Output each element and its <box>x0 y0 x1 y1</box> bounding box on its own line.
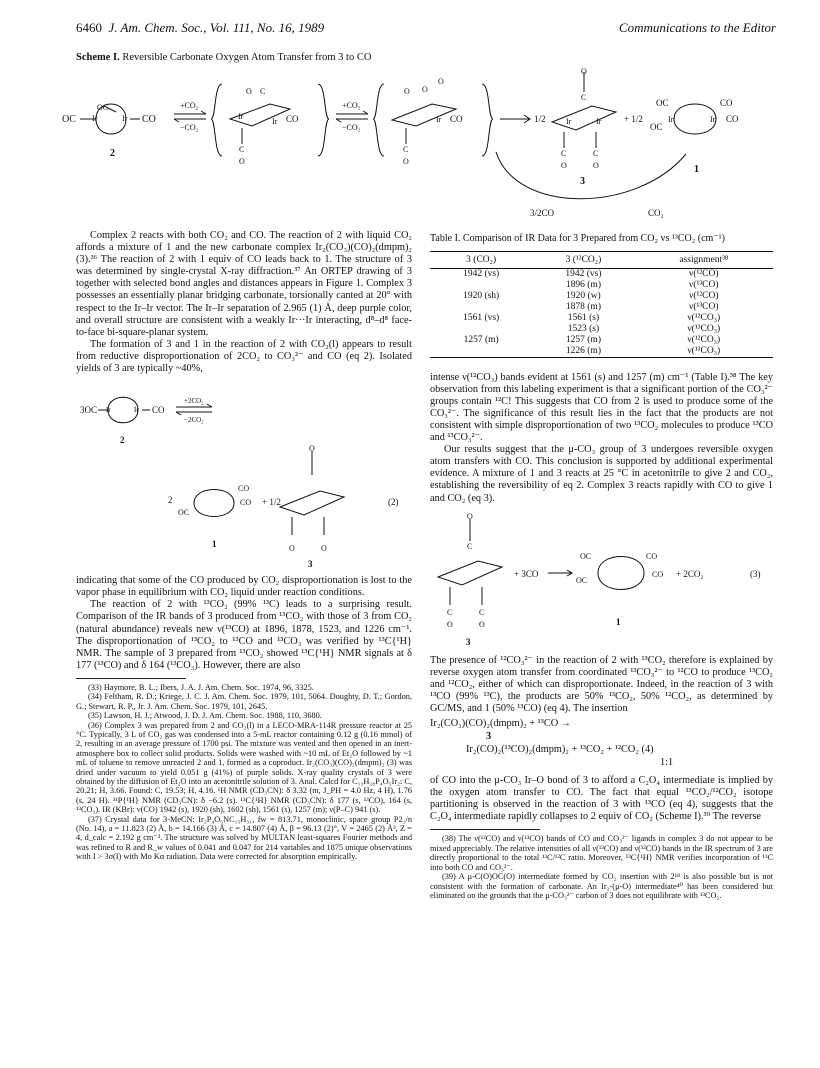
svg-text:CO: CO <box>646 551 658 561</box>
svg-text:Ir: Ir <box>668 115 674 124</box>
equation-4: Ir₂(CO₃)(CO)₂(dmpm)₂ + ¹³CO → 3 Ir₂(CO)₂(¹³CO)₂(dmpm)₂ + ¹³CO₂ + ¹²CO₂ (4) 1:1 <box>430 718 674 769</box>
left-references <box>76 683 412 862</box>
cycle-arc <box>496 152 686 199</box>
svg-text:+ 1/2: + 1/2 <box>624 114 643 124</box>
svg-text:O: O <box>321 544 327 554</box>
svg-text:3/2CO: 3/2CO <box>530 208 555 218</box>
svg-text:CO: CO <box>652 569 664 579</box>
svg-text:1: 1 <box>616 616 621 627</box>
right-references <box>430 834 773 900</box>
reference-33: (33) Haymore, B. L.; Ibers, J. A. J. Am. Chem. Soc. 1974, 96, 3325. <box>88 682 314 692</box>
journal-citation: J. Am. Chem. Soc., Vol. 111, No. 16, 1989 <box>108 20 325 35</box>
svg-text:Ir: Ir <box>596 117 602 126</box>
svg-text:3: 3 <box>308 559 313 570</box>
right-paragraph-1: intense ν(¹²CO₃) bands evident at 1561 (s) and 1257 (m) cm⁻¹ (Table I).³⁸ The key observation from this labeling experiment is that a significant portion of the CO₃²⁻ groups contain ¹²C! This suggests that CO from 2 is used to produce some of the CO₃²⁻. The significance of this result lies in the fact that the products are not consistent with simple disproportionation of two ¹³CO₂ molecules to produce ¹³CO and ¹³CO₃²⁻. <box>430 371 773 444</box>
table-header-13co2: 3 (¹³CO₂) <box>532 251 634 268</box>
svg-text:O: O <box>479 619 485 629</box>
svg-text:1: 1 <box>212 539 217 550</box>
svg-text:1/2: 1/2 <box>534 114 546 124</box>
svg-text:Ir: Ir <box>92 114 98 123</box>
table-header-assignment: assignment³⁸ <box>635 251 773 268</box>
label-3: 3 <box>580 176 585 187</box>
scheme-label: Scheme I. <box>76 52 120 63</box>
svg-text:OC: OC <box>576 575 588 585</box>
scheme-title: Reversible Carbonate Oxygen Atom Transfer from 3 to CO <box>122 52 372 63</box>
svg-text:O: O <box>438 77 444 86</box>
svg-text:C: C <box>260 87 266 96</box>
svg-text:C: C <box>581 93 587 102</box>
svg-text:Ir: Ir <box>566 117 572 126</box>
svg-text:Ir: Ir <box>122 114 128 123</box>
left-paragraph-3: indicating that some of the CO produced by CO₂ disproportionation is lost to the vapor phase in equilibrium with CO₂ liquid under reaction conditions. <box>76 575 412 599</box>
svg-text:CO: CO <box>720 98 733 108</box>
svg-text:C: C <box>467 541 473 551</box>
svg-text:O: O <box>403 157 409 166</box>
reference-35: (35) Lawson, H. J.; Atwood, J. D. J. Am. Chem. Soc. 1988, 110, 3680. <box>88 711 322 721</box>
svg-text:3: 3 <box>466 636 471 647</box>
svg-text:OC: OC <box>178 508 190 518</box>
svg-text:C: C <box>561 149 567 158</box>
label-1: 1 <box>694 164 699 175</box>
footnote-rule-right <box>430 829 540 830</box>
svg-text:+CO₂: +CO₂ <box>180 101 199 110</box>
equation-2 <box>76 375 412 575</box>
svg-text:O: O <box>447 619 453 629</box>
intermediate-co2-adduct <box>211 84 329 166</box>
table-row: 1523 (s) ν(¹³CO₃) <box>567 323 721 334</box>
left-paragraph-1: Complex 2 reacts with both CO₂ and CO. The reaction of 2 with liquid CO₂ affords a mixture of 1 and the new carbonate complex Ir₂(CO₃)(CO)₂(dmpm)₂ (3).³⁶ The reaction of 2 with 1 equiv of CO leads back to 1. The structure of 3 was determined by single-crystal X-ray diffraction.³⁷ An ORTEP drawing of 3 together with selected bond angles and distances appears in Figure 1. Complex 3 possesses an essentially planar bridging carbonate, torsionally canted at 20° with respect to the Ir–Ir vector. The Ir–Ir separation of 2.965 (1) Å, deep purple color, and overall structure are consistent with a weakly Ir···Ir interacting, d⁸–d⁸ face-to-face bi-square-planar system. <box>76 230 412 338</box>
svg-text:CO₂: CO₂ <box>648 208 664 218</box>
svg-text:Ir: Ir <box>436 115 442 124</box>
page-number: 6460 <box>76 20 102 35</box>
svg-text:Ir: Ir <box>134 406 139 415</box>
svg-text:+ 3CO: + 3CO <box>514 568 539 579</box>
reference-37: (37) Crystal data for 3-MeCN: Ir₂P₄O₅NC₁₅H₃₁, fw = 813.71, monoclinic, space group P2₁/n (No. 14), a = 11.823 (2) Å, b = 14.166 (3) Å, c = 14.807 (4) Å, β = 96.13 (2)°, V = 2465 (2) Å³, Z = 4, d_calc = 2.192 g cm⁻³. The structure was solved by MULTAN least-squares Fourier methods and was refined to R and R_w values of 0.041 and 0.047 for 214 variables and 1875 unique observations with I > 3σ(I) with Mo Kα radiation. Data were corrected for absorption empirically. <box>76 814 412 862</box>
table-row: 1920 (sh) 1920 (w) ν(¹²CO) <box>463 290 719 301</box>
svg-text:3OC: 3OC <box>80 405 98 416</box>
svg-text:C: C <box>447 607 453 617</box>
svg-text:O: O <box>581 67 587 76</box>
svg-text:O: O <box>289 544 295 554</box>
svg-text:CO: CO <box>450 114 463 124</box>
svg-text:Ir: Ir <box>272 117 278 126</box>
complex-3-structure <box>552 67 616 187</box>
section-header: Communications to the Editor <box>618 20 776 35</box>
right-column <box>430 233 773 900</box>
table-row: 1226 (m) ν(¹³CO₃) <box>430 346 773 358</box>
svg-text:O: O <box>239 157 245 166</box>
svg-text:(3): (3) <box>750 568 761 579</box>
svg-text:CO: CO <box>286 114 299 124</box>
svg-text:+2CO₂: +2CO₂ <box>184 397 204 406</box>
footnote-rule <box>76 678 186 679</box>
label-2: 2 <box>110 148 115 159</box>
table-row: 1942 (vs) 1942 (vs) ν(¹²CO) <box>463 268 719 279</box>
svg-text:(2): (2) <box>388 497 399 508</box>
svg-text:C: C <box>239 145 245 154</box>
table-row: 1561 (vs) 1561 (s) ν(¹²CO₃) <box>463 312 721 323</box>
svg-text:2: 2 <box>120 435 125 446</box>
table-caption: Table I. Comparison of IR Data for 3 Prepared from CO₂ vs ¹³CO₂ (cm⁻¹) <box>430 233 725 244</box>
equilibrium-arrow-2 <box>336 101 368 132</box>
svg-text:+CO₂: +CO₂ <box>342 101 361 110</box>
complex-1-structure <box>650 98 739 175</box>
left-paragraph-4: The reaction of 2 with ¹³CO₂ (99% ¹³C) leads to a surprising result. Comparison of the IR bands of 3 produced from ¹³CO₂ with those of 3 from CO₂ (natural abundance) reveals new ν(¹³CO) at 1896, 1878, 1523, and 1226 cm⁻¹. The disproportionation of ¹³CO₂ to ¹³CO and ¹³CO₃ was verified by ¹³C{¹H} NMR. The sample of 3 prepared from ¹³CO₂ showed ¹³C{¹H} NMR signals at δ 177 (¹³CO) and δ 164 (¹³CO₃). However, there are also <box>76 599 412 671</box>
equilibrium-arrow-1 <box>174 101 206 132</box>
table-header-co2: 3 (CO₂) <box>430 251 532 268</box>
svg-text:OC: OC <box>580 551 592 561</box>
svg-text:O: O <box>404 87 410 96</box>
svg-text:CO: CO <box>142 114 156 125</box>
svg-text:C: C <box>593 149 599 158</box>
svg-text:C: C <box>479 607 485 617</box>
table-row: 1896 (m) ν(¹³CO) <box>565 279 719 290</box>
table-row: 1257 (m) 1257 (m) ν(¹²CO₃) <box>463 334 721 345</box>
svg-text:OC: OC <box>656 98 669 108</box>
svg-text:OC: OC <box>650 122 663 132</box>
svg-text:Ir: Ir <box>106 406 111 415</box>
right-paragraph-3: The presence of ¹²CO₃²⁻ in the reaction of 2 with ¹³CO₂ therefore is explained by reverse oxygen atom transfer from coordinated ¹³CO₃²⁻ to ¹²CO to produce ¹³CO₂ and ¹²CO₂, either of which can disproportionate. Indeed, in the reaction of 3 with ¹³CO (99% ¹³C), the products are 50% ¹³CO₂, 50% ¹²CO₂, as determined by GC/MS, and 1 (50% ¹³CO) (eq 4). The insertion <box>430 654 773 714</box>
intermediate-c2o4 <box>373 77 493 166</box>
reference-34: (34) Feltham, R. D.; Kriege, J. C. J. Am. Chem. Soc. 1979, 101, 5064. Doughty, D. T.; Gordon, G.; Stewart, R. P., Jr. J. Am. Chem. Soc. 1979, 101, 2645. <box>76 692 412 711</box>
svg-text:+ 2CO₂: + 2CO₂ <box>676 568 704 579</box>
ir-data-table <box>430 251 773 358</box>
svg-text:CO: CO <box>238 484 250 494</box>
reference-36: (36) Complex 3 was prepared from 2 and CO₂(l) in a LECO-MRA-114R pressure reactor at 25 °C. Typically, 3 L of CO₂ gas was condensed into a 5-mL reactor containing 0.12 g (0.16 mmol) of 2, resulting in an average pressure of 1700 psi. The mixture was vented and then opened in an inert-atmosphere box to collect solid products. Solids were washed with ~10 mL of Et₂O followed by ~1 mL of toluene to remove unreacted 2 and 1, formed as a coproduct. Ir₂(CO₃)(CO)₂(dmpm)₂ (3) was dried under vacuum to yield 0.051 g (41%) of purple solids. X-ray quality crystals of 3 were obtained by the diffusion of Et₂O into an acetonitrile solution of 3. Anal. Calcd for C₁₃H₂₈P₄O₅Ir₂: C, 20.21; H, 3.66. Found: C, 19.53; H, 4.16. ¹H NMR (CD₃CN): δ 3.32 (m, J_PH = 4.0 Hz, 4 H), 1.76 (s, 24 H). ³¹P{¹H} NMR (CD₃CN): δ −6.2 (s). ¹³C{¹H} NMR (CD₃CN): δ 177 (s, ¹³CO), 164 (s, ¹³CO₃). IR (KBr): ν(CO) 1942 (s), 1920 (sh), 1602 (sh), 1561 (s), 1257 (m); ν(P–C) 941 (s). <box>76 720 412 815</box>
scheme-oc-text: OC <box>62 114 76 125</box>
svg-text:C: C <box>403 145 409 154</box>
svg-text:CO: CO <box>726 114 739 124</box>
svg-text:O: O <box>467 511 473 521</box>
left-column <box>76 230 412 862</box>
svg-text:−2CO₂: −2CO₂ <box>184 416 204 425</box>
svg-text:−CO₂: −CO₂ <box>180 123 199 132</box>
scheme-caption <box>76 52 371 63</box>
complex-2-structure <box>62 103 156 159</box>
svg-text:+ 1/2: + 1/2 <box>262 497 281 508</box>
reference-39: (39) A μ-C(O)OC(O) intermediate formed by CO₂ insertion with 2¹⁸ is also possible but is not consistent with the formation of carbonate. An Ir₂-(μ-O) intermediate⁴⁰ has been considered but eliminated on the grounds that the μ-CO₃²⁻ carbon of 3 does not equilibrate with ¹³CO₂. <box>430 872 773 900</box>
svg-text:O: O <box>422 85 428 94</box>
table-row: 1878 (m) ν(¹³CO) <box>565 301 719 312</box>
svg-text:O: O <box>561 161 567 170</box>
svg-text:Ir: Ir <box>710 115 716 124</box>
reference-38: (38) The ν(¹²CO) and ν(¹³CO) bands of CO and CO₃²⁻ ligands in complex 3 do not appear to be mixed appreciably. The relative intensities of all ν(¹³CO) and ν(¹²CO) bands in the IR spectrum of 3 are directly proportional to the total ¹³C/¹²C ratio. Moreover, ¹³C{¹H} NMR verifies incorporation of ¹³C into both CO and CO₃²⁻. <box>430 834 773 872</box>
right-paragraph-2: Our results suggest that the μ-CO₃ group of 3 undergoes reversible oxygen atom transfers with CO. This conclusion is supported by additional experimental evidence. A mixture of 1 and 3 reacts at 25 °C in acetonitrile to give 2 and CO₂, establishing the reversibility of eq 2. Complex 3 reacts rapidly with CO to give 1 and CO₂ (eq 3). <box>430 444 773 504</box>
left-paragraph-2: The formation of 3 and 1 in the reaction of 2 with CO₂(l) appears to result from reductive disproportionation of 2CO₂ to CO₃²⁻ and CO (eq 2). Isolated yields of 3 are typically ~40%, <box>76 338 412 375</box>
svg-text:O: O <box>593 161 599 170</box>
svg-text:−CO₂: −CO₂ <box>342 123 361 132</box>
svg-text:CO: CO <box>240 498 252 508</box>
svg-text:2: 2 <box>168 495 173 506</box>
svg-text:Ir: Ir <box>238 112 244 121</box>
scheme-diagram <box>56 64 776 224</box>
svg-text:O: O <box>246 87 252 96</box>
svg-text:OC: OC <box>97 103 109 112</box>
svg-text:O: O <box>309 444 315 454</box>
running-header-left <box>76 20 324 36</box>
right-paragraph-4: of CO into the μ-CO₃ Ir–O bond of 3 to afford a C₂O₄ intermediate is implied by the oxygen atom transfer to CO. The fact that equal ¹³CO₂/¹²CO₂ isotope partitioning is observed in the reaction of 3 with ¹³CO (eq 4), suggests that the C₂O₄ intermediate rapidly collapses to 2 equiv of CO₂ (Scheme I).³⁹ The reverse <box>430 775 773 823</box>
svg-text:CO: CO <box>152 405 165 416</box>
equation-3 <box>430 505 773 655</box>
